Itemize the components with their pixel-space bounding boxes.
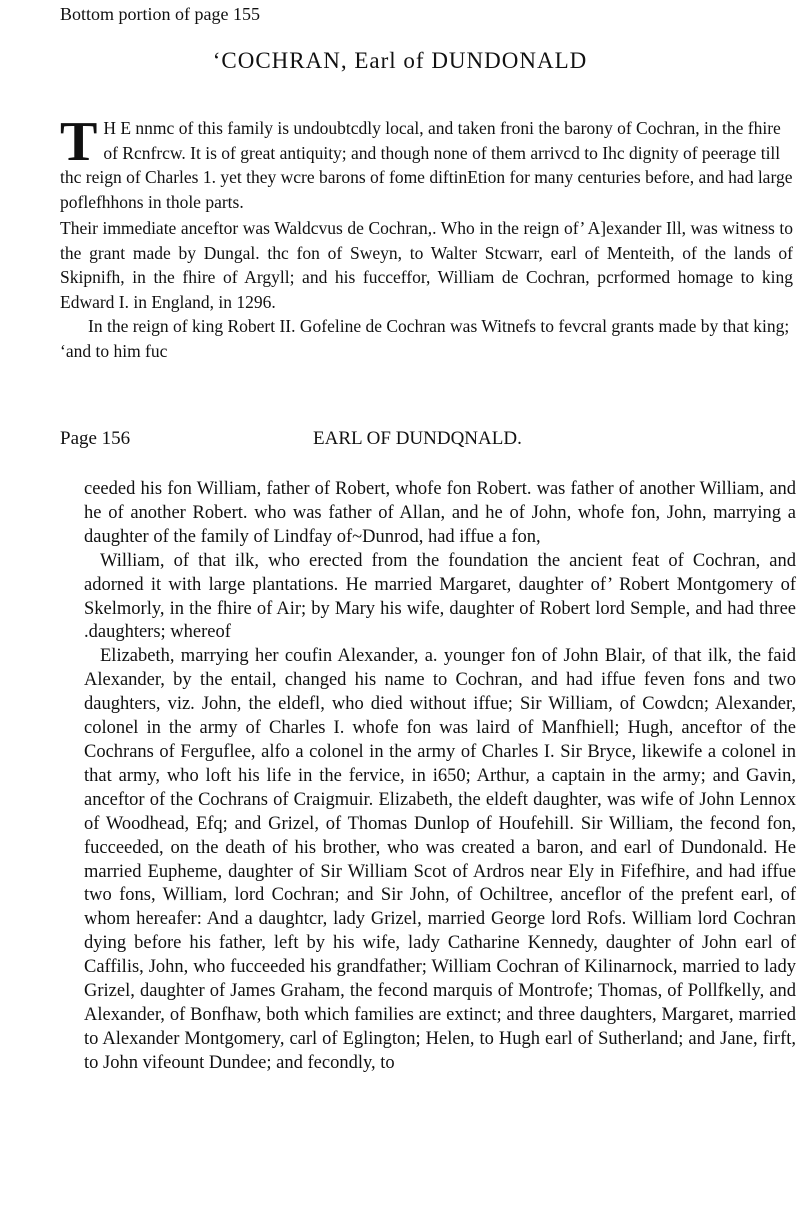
- page-156-text: [84, 478, 796, 1076]
- opening-paragraph-text: H E nnmc of this family is undoubtcdly local, and taken froni the barony of Cochran, in the fhire of Rcnfrcw. It is of great antiquity; and though none of them arrivcd to Ihc dignity of peerage till thc reign of Charles 1. yet they wcre barons of fome diftinEtion for many centuries before, and had large poflefhhons in thole parts.: [60, 118, 793, 212]
- continuation-paragraph: ceeded his fon William, father of Robert, whofe fon Robert. was father of another William, and he of another Robert. who was father of Allan, and he of John, whofe fon, John, marrying a daughter of the family of Lindfay of~Dunrod, had iffue a fon,: [84, 479, 796, 547]
- chapter-title: ‘COCHRAN, Earl of DUNDONALD: [212, 48, 588, 73]
- page-155-text: [60, 111, 793, 363]
- drop-cap: T: [60, 111, 98, 173]
- opening-paragraph: [60, 111, 793, 214]
- header-note: Bottom portion of page 155: [60, 4, 260, 24]
- william-paragraph: William, of that ilk, who erected from the foundation the ancient feat of Cochran, and adorned it with large plantations. He married Margaret, daughter of’ Robert Montgomery of Skelmorly, in the fhire of Air; by Mary his wife, daughter of Robert lord Semple, and had three .daughters; whereof: [84, 550, 796, 643]
- elizabeth-paragraph: Elizabeth, marrying her coufin Alexander, a. younger fon of John Blair, of that ilk, the faid Alexander, by the entail, changed his name to Cochran, and had iffue feven fons and two daughters, viz. John, the eldefl, who died without iffue; Sir William, of Cowdcn; Alexander, colonel in the army of Charles I. whofe fon was laird of Manfhiell; Hugh, anceftor of the Cochrans of Ferguflee, alfo a colonel in the army of Charles I. Sir Bryce, likewife a colonel in that army, who loft his life in the fervice, in i650; Arthur, a captain in the army; and Gavin, anceftor of the Cochrans of Craigmuir. Elizabeth, the eldeft daughter, was wife of John Lennox of Woodhead, Efq; and Grizel, of Thomas Dunlop of Houfehill. Sir William, the fecond fon, fucceeded, on the death of his brother, who was created a baron, and earl of Dundonald. He married Eupheme, daughter of Sir William Scot of Ardros near Ely in Fifefhire, and had iffue two fons, William, lord Cochran; and Sir John, of Ochiltree, anceflor of the prefent earl, of whom hereafer: And a daughtcr, lady Grizel, married George lord Rofs. William lord Cochran dying before his father, left by his wife, lady Catharine Kennedy, daughter of John earl of Caffilis, John, who fucceeded his grandfather; William Cochran of Kilinarnock, married to lady Grizel, daughter of James Graham, the fecond marquis of Montrofe; Thomas, of Pollfkelly, and Alexander, of Bonfhaw, both which families are extinct; and three daughters, Margaret, married to Alexander Montgomery, carl of Eglington; Helen, to Hugh earl of Sutherland; and Jane, firft, to John vifeount Dundee; and fecondly, to: [84, 646, 796, 1073]
- page-number: Page 156: [60, 428, 131, 449]
- running-head: EARL OF DUNDQNALD.: [313, 428, 522, 449]
- robert-ii-paragraph: In the reign of king Robert II. Gofeline de Cochran was Witnefs to fevcral grants made by that king; ‘and to him fuc: [60, 316, 790, 361]
- ancestor-paragraph: Their immediate anceftor was Waldcvus de Cochran,. Who in the reign of’ A]exander Ill, was witness to the grant made by Dungal. thc fon of Sweyn, to Walter Stcwarr, earl of Menteith, of the lands of Skipnifh, in the fhire of Argyll; and his fucceffor, William de Cochran, pcrformed homage to king Edward I. in England, in 1296.: [60, 218, 793, 312]
